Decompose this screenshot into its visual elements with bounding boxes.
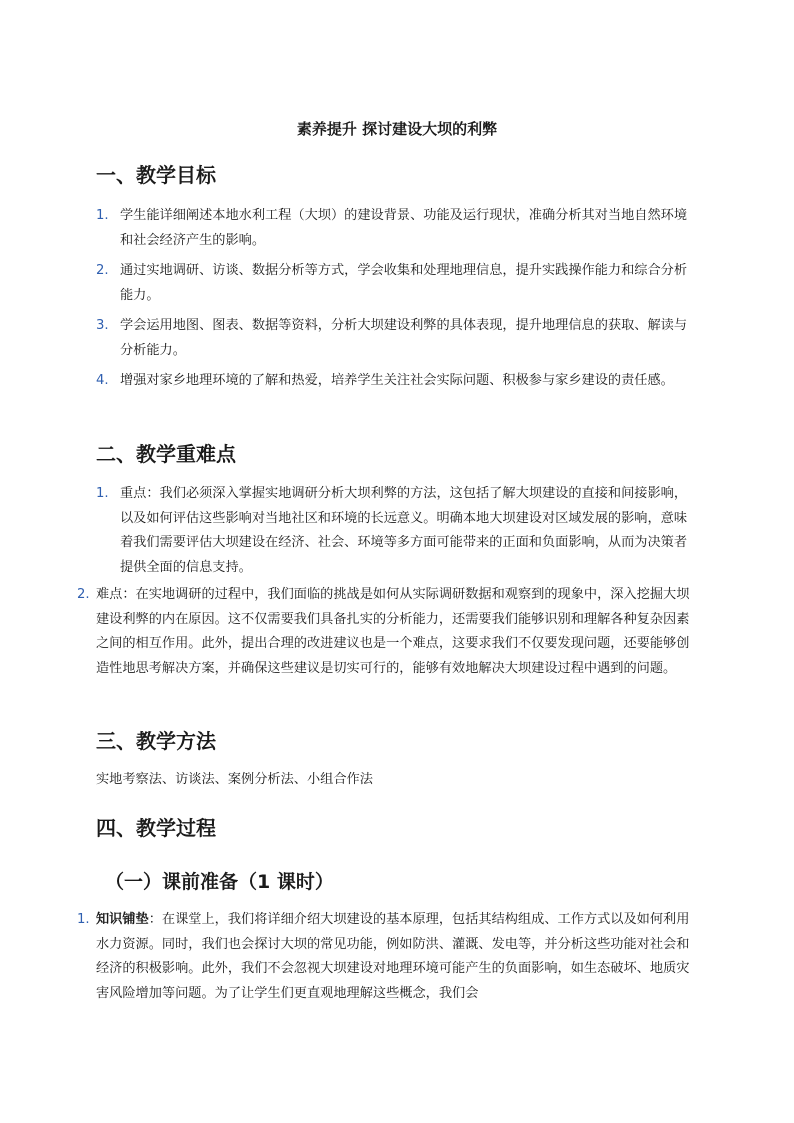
list-item-lead: 知识铺垫 (96, 912, 149, 927)
list-item-text: 学会运用地图、图表、数据等资料，分析大坝建设利弊的具体表现，提升地理信息的获取、解读与分析能力。 (120, 318, 688, 358)
list-item-number: 2. (96, 263, 109, 278)
list-item-text: 增强对家乡地理环境的了解和热爱，培养学生关注社会实际问题、积极参与家乡建设的责任感。 (120, 373, 674, 388)
list-item (77, 908, 700, 1006)
list-item-text: 重点：我们必须深入掌握实地调研分析大坝利弊的方法，这包括了解大坝建设的直接和间接影响，以及如何评估这些影响对当地社区和环境的长远意义。明确本地大坝建设对区域发展的影响，意味着我们需要评估大坝建设在经济、社会、环境等多方面可能带来的正面和负面影响，从而为决策者提供全面的信息支持。 (120, 486, 688, 575)
heading-teaching-methods: 三、教学方法 (96, 729, 216, 753)
list-item-number: 2. (77, 587, 90, 602)
list-item (77, 583, 700, 681)
list-item (96, 204, 695, 253)
subheading-pre-class-prep: （一）课前准备（1 课时） (105, 871, 334, 893)
list-item-number: 1. (96, 486, 109, 501)
list-item-text: 难点：在实地调研的过程中，我们面临的挑战是如何从实际调研数据和观察到的现象中，深入挖掘大坝建设利弊的内在原因。这不仅需要我们具备扎实的分析能力，还需要我们能够识别和理解各种复杂因素之间的相互作用。此外，提出合理的改进建议也是一个难点，这要求我们不仅要发现问题，还要能够创造性地思考解决方案，并确保这些建议是切实可行的，能够有效地解决大坝建设过程中遇到的问题。 (96, 587, 690, 676)
heading-teaching-goals: 一、教学目标 (96, 163, 216, 187)
list-item-number: 1. (96, 208, 109, 223)
heading-teaching-process: 四、教学过程 (96, 816, 216, 840)
list-item-text: 学生能详细阐述本地水利工程（大坝）的建设背景、功能及运行现状，准确分析其对当地自然环境和社会经济产生的影响。 (120, 208, 688, 248)
heading-key-difficult-points: 二、教学重难点 (96, 442, 236, 466)
list-item-number: 1. (77, 912, 90, 927)
list-item-text (96, 908, 700, 1006)
list-item (96, 259, 695, 308)
list-item (96, 369, 695, 394)
list-item-body: ：在课堂上，我们将详细介绍大坝建设的基本原理，包括其结构组成、工作方式以及如何利用水力资源。同时，我们也会探讨大坝的常见功能，例如防洪、灌溉、发电等，并分析这些功能对社会和经济的积极影响。此外，我们不会忽视大坝建设对地理环境可能产生的负面影响，如生态破坏、地质灾害风险增加等问题。为了让学生们更直观地理解这些概念，我们会 (96, 912, 690, 1001)
document-title: 素养提升 探讨建设大坝的利弊 (296, 120, 498, 138)
list-item (96, 314, 695, 363)
list-item-number: 3. (96, 318, 109, 333)
list-item-number: 4. (96, 373, 109, 388)
methods-text: 实地考察法、访谈法、案例分析法、小组合作法 (96, 772, 373, 787)
list-item-text: 通过实地调研、访谈、数据分析等方式，学会收集和处理地理信息，提升实践操作能力和综合分析能力。 (120, 263, 688, 303)
list-item (96, 482, 695, 580)
